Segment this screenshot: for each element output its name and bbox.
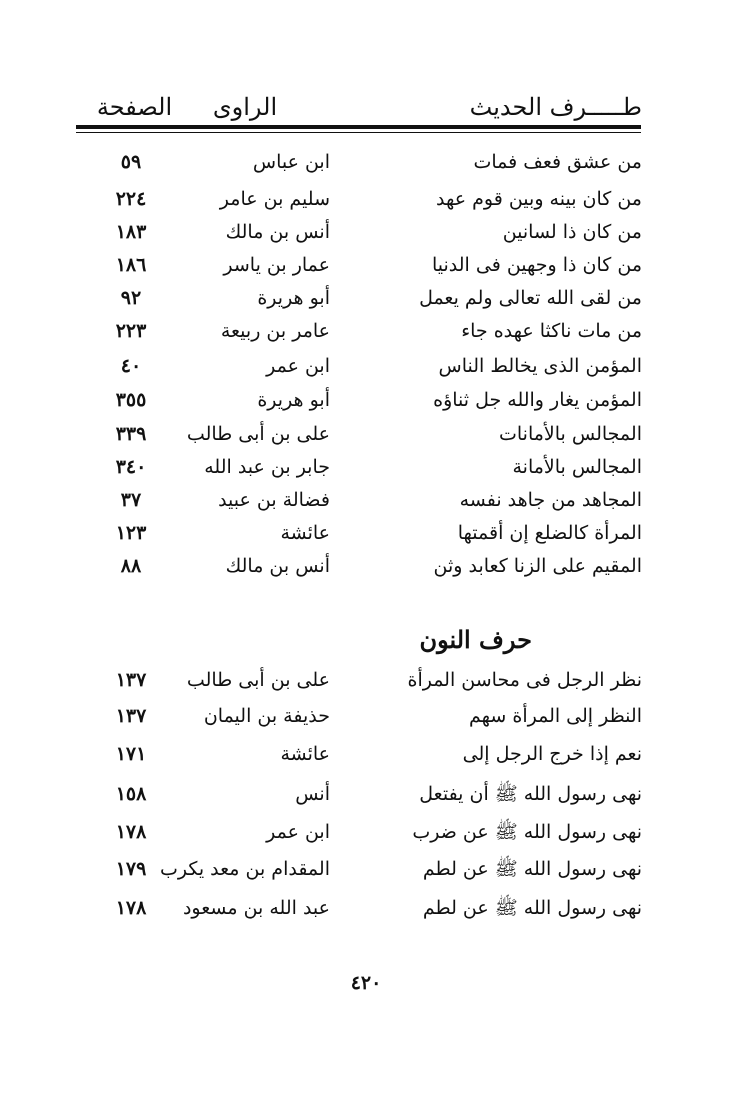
narrator-name: عائشة bbox=[280, 743, 330, 765]
hadith-text: المجالس بالأمانات bbox=[498, 423, 642, 445]
hadith-text: نظر الرجل فى محاسن المرأة bbox=[407, 669, 642, 691]
index-row bbox=[0, 517, 752, 549]
index-row bbox=[0, 384, 752, 416]
page-ref: ١٨٣ bbox=[115, 221, 147, 243]
hadith-text: من لقى الله تعالى ولم يعمل bbox=[419, 287, 642, 309]
index-row bbox=[0, 484, 752, 516]
page-ref: ١٧١ bbox=[115, 743, 147, 765]
hadith-text: من كان ذا وجهين فى الدنيا bbox=[431, 254, 642, 276]
narrator-name: على بن أبى طالب bbox=[186, 669, 330, 691]
narrator-name: ابن عمر bbox=[266, 355, 330, 377]
hadith-text: نهى رسول الله ﷺ عن ضرب bbox=[412, 821, 642, 843]
narrator-name: سليم بن عامر bbox=[219, 188, 330, 210]
hadith-text: من مات ناكثا عهده جاء bbox=[461, 320, 642, 342]
narrator-name: عمار بن ياسر bbox=[223, 254, 330, 276]
page-ref: ٣٣٩ bbox=[115, 423, 147, 445]
narrator-name: على بن أبى طالب bbox=[186, 423, 330, 445]
hadith-text: المؤمن يغار والله جل ثناؤه bbox=[433, 389, 642, 411]
page-ref: ١٣٧ bbox=[115, 669, 147, 691]
index-row bbox=[0, 892, 752, 924]
hadith-text: النظر إلى المرأة سهم bbox=[469, 705, 642, 727]
page-ref: ١٨٦ bbox=[115, 254, 147, 276]
narrator-name: ابن عباس bbox=[252, 151, 330, 173]
index-row bbox=[0, 853, 752, 885]
page-number: ٤٢٠ bbox=[350, 972, 382, 994]
page-ref: ١٧٨ bbox=[115, 821, 147, 843]
hadith-text: المرأة كالضلع إن أقمتها bbox=[457, 522, 642, 544]
page-ref: ٢٢٤ bbox=[115, 188, 147, 210]
header-rule-thin bbox=[76, 132, 641, 133]
index-row bbox=[0, 249, 752, 281]
narrator-name: المقدام بن معد يكرب bbox=[159, 858, 330, 880]
narrator-name: فضالة بن عبيد bbox=[218, 489, 330, 511]
narrator-name: جابر بن عبد الله bbox=[204, 456, 330, 478]
hadith-text: المؤمن الذى يخالط الناس bbox=[438, 355, 642, 377]
hadith-text: نعم إذا خرج الرجل إلى bbox=[462, 743, 642, 765]
hadith-text: المجاهد من جاهد نفسه bbox=[459, 489, 642, 511]
page-ref: ٩٢ bbox=[120, 287, 142, 309]
index-row bbox=[0, 664, 752, 696]
page-ref: ١٧٩ bbox=[115, 858, 147, 880]
column-header-hadith: طـــــرف الحديث bbox=[469, 93, 642, 121]
index-row bbox=[0, 183, 752, 215]
page-ref: ٥٩ bbox=[120, 151, 142, 173]
page-ref: ٣٤٠ bbox=[115, 456, 147, 478]
hadith-text: نهى رسول الله ﷺ أن يفتعل bbox=[419, 783, 642, 805]
page-ref: ٢٢٣ bbox=[115, 320, 147, 342]
page-ref: ٤٠ bbox=[120, 355, 142, 377]
page-ref: ٣٥٥ bbox=[115, 389, 147, 411]
index-row bbox=[0, 146, 752, 178]
section-heading: حرف النون bbox=[419, 625, 532, 654]
hadith-text: المجالس بالأمانة bbox=[512, 456, 642, 478]
column-header-narrator: الراوى bbox=[212, 93, 278, 121]
page-ref: ٨٨ bbox=[120, 555, 142, 577]
narrator-name: أبو هريرة bbox=[257, 287, 330, 309]
index-row bbox=[0, 216, 752, 248]
narrator-name: أبو هريرة bbox=[257, 389, 330, 411]
narrator-name: ابن عمر bbox=[266, 821, 330, 843]
index-row bbox=[0, 738, 752, 770]
narrator-name: أنس بن مالك bbox=[225, 221, 330, 243]
hadith-text: من عشق فعف فمات bbox=[473, 151, 642, 173]
index-row bbox=[0, 350, 752, 382]
narrator-name: أنس بن مالك bbox=[225, 555, 330, 577]
index-row bbox=[0, 700, 752, 732]
hadith-text: نهى رسول الله ﷺ عن لطم bbox=[422, 858, 642, 880]
narrator-name: أنس bbox=[295, 783, 330, 805]
index-row bbox=[0, 282, 752, 314]
index-row bbox=[0, 418, 752, 450]
column-header-page: الصفحة bbox=[96, 93, 173, 121]
index-row bbox=[0, 315, 752, 347]
header-rule-thick bbox=[76, 125, 641, 129]
page-ref: ١٧٨ bbox=[115, 897, 147, 919]
hadith-text: نهى رسول الله ﷺ عن لطم bbox=[422, 897, 642, 919]
narrator-name: عائشة bbox=[280, 522, 330, 544]
page-ref: ١٢٣ bbox=[115, 522, 147, 544]
narrator-name: عامر بن ربيعة bbox=[220, 320, 330, 342]
page-ref: ١٥٨ bbox=[115, 783, 147, 805]
hadith-text: المقيم على الزنا كعابد وثن bbox=[433, 555, 642, 577]
index-row bbox=[0, 816, 752, 848]
page-ref: ١٣٧ bbox=[115, 705, 147, 727]
page-ref: ٣٧ bbox=[120, 489, 142, 511]
narrator-name: حذيفة بن اليمان bbox=[203, 705, 330, 727]
hadith-text: من كان بينه وبين قوم عهد bbox=[436, 188, 642, 210]
index-row bbox=[0, 778, 752, 810]
narrator-name: عبد الله بن مسعود bbox=[182, 897, 330, 919]
index-row bbox=[0, 451, 752, 483]
hadith-text: من كان ذا لسانين bbox=[502, 221, 642, 243]
index-row bbox=[0, 550, 752, 582]
